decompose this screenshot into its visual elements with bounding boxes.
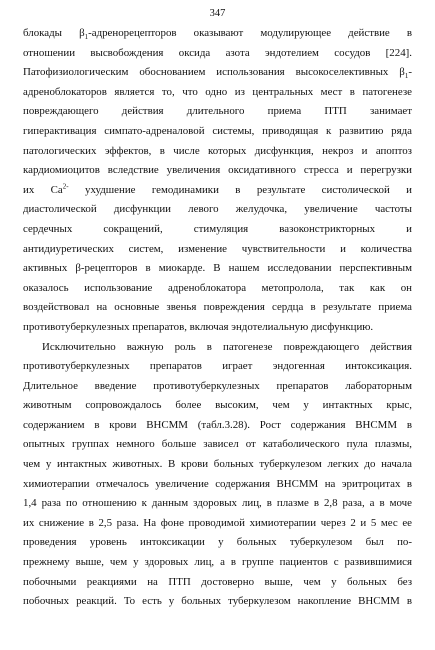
text-line: побочных реакций. То есть у больных туберкулезом накопление ВНСММ в xyxy=(23,595,412,608)
text-line: их $Ca^{2-}$ ухудшение гемодинамики в результате систолической и xyxy=(23,182,412,196)
text-line: антидиуретических систем, изменение чувствительности и количества xyxy=(23,242,412,255)
paragraph xyxy=(23,24,412,338)
text-line: активных β-рецепторов в миокарде. В нашем исследовании перспективным xyxy=(23,262,412,275)
text-line: 1,4 раза по отношению к данным здоровых лиц, в плазме в 2,8 раза, а в моче xyxy=(23,497,412,510)
text-line: воздействовал на основные звенья повреждения сердца в результате приема xyxy=(23,301,412,314)
text-line: кардиомиоцитов вследствие увеличения оксидативного стресса и перегрузки xyxy=(23,164,412,177)
text-line: Патофизиологическим обоснованием использования высокоселективных $\beta_1-$ xyxy=(23,66,412,81)
text-line: Исключительно важную роль в патогенезе повреждающего действия xyxy=(42,340,412,353)
text-line: проведения уровень интоксикации у больных туберкулезом был по- xyxy=(23,536,412,549)
body-text xyxy=(23,24,412,612)
text-line: содержанием в крови ВНСММ (табл.3.28). Рост содержания ВНСММ в xyxy=(23,418,412,431)
text-line: оказалось использование адреноблокатора метопролола, так как он xyxy=(23,281,412,294)
text-line: химиотерапии отмечалось увеличение содержания ВНСММ на эритроцитах в xyxy=(23,477,412,490)
paragraph xyxy=(23,338,412,612)
text-line: Длительное введение противотуберкулезных препаратов лабораторным xyxy=(23,379,412,392)
text-line: животным сопровождалось более высоким, чем у интактных крыс, xyxy=(23,399,412,412)
text-line: противотуберкулезных препаратов играет эндогенная интоксикация. xyxy=(23,360,412,373)
text-line: отношении высвобождения оксида азота эндотелием сосудов [224]. xyxy=(23,46,412,59)
text-line: повреждающего действия длительного приема ПТП занимает xyxy=(23,105,412,118)
text-line: адреноблокаторов является то, что одно из центральных мест в патогенезе xyxy=(23,85,412,98)
text-line: их снижение в 2,5 раза. На фоне проводимой химиотерапии через 2 и 5 мес ее xyxy=(23,516,412,529)
text-line: чем у интактных животных. В крови больных туберкулезом легких до начала xyxy=(23,458,412,471)
text-line: опытных группах немного больше зависел от катаболического пула плазмы, xyxy=(23,438,412,451)
text-line: блокады $\beta_1$-адренорецепторов оказывают модулирующее действие в xyxy=(23,27,412,42)
text-line: патологических эффектов, в числе которых дисфункция, некроз и апоптоз xyxy=(23,144,412,157)
page-number: 347 xyxy=(209,8,226,19)
text-line: сердечных сокращений, стимуляция вазоконстрикторных и xyxy=(23,222,412,235)
text-line: гиперактивация симпато-адреналовой системы, приводящая к развитию ряда xyxy=(23,124,412,137)
text-line: диастолической дисфункции левого желудочка, увеличение частоты xyxy=(23,203,412,216)
text-line: противотуберкулезных препаратов, включая эндотелиальную дисфункцию. xyxy=(23,320,374,333)
text-line: побочными реакциями на ПТП достоверно выше, чем у больных без xyxy=(23,575,412,588)
text-line: прежнему выше, чем у здоровых лиц, а в группе пациентов с развившимися xyxy=(23,556,412,569)
